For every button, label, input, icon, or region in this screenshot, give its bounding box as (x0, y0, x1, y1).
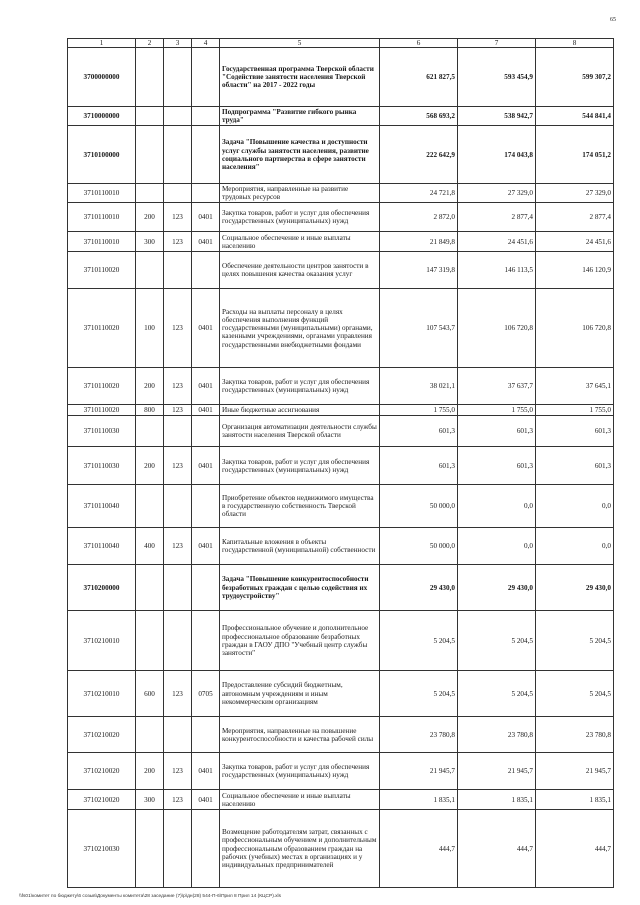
section-code-cell (192, 48, 220, 107)
amount-2020-cell: 29 430,0 (380, 565, 458, 611)
kvr-code-cell (136, 48, 164, 107)
table-row (68, 184, 614, 203)
section-code-cell: 0401 (192, 289, 220, 368)
section-code-cell: 0401 (192, 447, 220, 485)
amount-2022-cell: 5 204,5 (536, 611, 614, 671)
amount-2021-cell: 601,3 (458, 416, 536, 447)
kvr-code-cell (136, 107, 164, 126)
kcsr-code-cell: 3710210020 (68, 790, 136, 810)
kvr-code-cell: 200 (136, 203, 164, 232)
amount-2021-cell: 0,0 (458, 528, 536, 565)
column-header: 4 (192, 39, 220, 48)
column-header: 7 (458, 39, 536, 48)
amount-2022-cell: 106 720,8 (536, 289, 614, 368)
kcsr-code-cell: 3710110020 (68, 368, 136, 405)
table-row (68, 717, 614, 753)
kcsr-code-cell: 3710110020 (68, 289, 136, 368)
amount-2021-cell: 0,0 (458, 485, 536, 528)
amount-2020-cell: 24 721,8 (380, 184, 458, 203)
kcsr-code-cell: 3710210010 (68, 671, 136, 717)
section-code-cell (192, 107, 220, 126)
kvr-code-cell: 100 (136, 289, 164, 368)
amount-2021-cell: 174 043,8 (458, 126, 536, 184)
kcsr-code-cell: 3710110040 (68, 485, 136, 528)
table-header-row (68, 39, 614, 48)
section-code-cell: 0401 (192, 232, 220, 252)
description-cell: Задача "Повышение конкурентоспособности безработных граждан с целью содействия их трудоустройству" (220, 565, 380, 611)
kcsr-code-cell: 3710110010 (68, 232, 136, 252)
amount-2020-cell: 21 849,8 (380, 232, 458, 252)
description-cell: Организация автоматизации деятельности службы занятости населения Тверской области (220, 416, 380, 447)
kvr-code-cell: 600 (136, 671, 164, 717)
admin-code-cell (164, 416, 192, 447)
kvr-code-cell (136, 565, 164, 611)
amount-2021-cell: 37 637,7 (458, 368, 536, 405)
amount-2020-cell: 50 000,0 (380, 485, 458, 528)
kcsr-code-cell: 3710210010 (68, 611, 136, 671)
table-row (68, 565, 614, 611)
amount-2020-cell: 5 204,5 (380, 671, 458, 717)
column-header: 8 (536, 39, 614, 48)
section-code-cell (192, 416, 220, 447)
amount-2022-cell: 5 204,5 (536, 671, 614, 717)
amount-2020-cell: 21 945,7 (380, 753, 458, 790)
table-row (68, 611, 614, 671)
section-code-cell: 0401 (192, 790, 220, 810)
admin-code-cell (164, 611, 192, 671)
amount-2020-cell: 621 827,5 (380, 48, 458, 107)
kcsr-code-cell: 3710110020 (68, 252, 136, 289)
section-code-cell: 0401 (192, 368, 220, 405)
kcsr-code-cell: 3700000000 (68, 48, 136, 107)
admin-code-cell (164, 565, 192, 611)
table-row (68, 671, 614, 717)
table-row (68, 203, 614, 232)
amount-2021-cell: 538 942,7 (458, 107, 536, 126)
table-row (68, 289, 614, 368)
amount-2022-cell: 544 841,4 (536, 107, 614, 126)
description-cell: Иные бюджетные ассигнования (220, 405, 380, 416)
amount-2022-cell: 0,0 (536, 528, 614, 565)
table-row (68, 252, 614, 289)
amount-2022-cell: 1 835,1 (536, 790, 614, 810)
kvr-code-cell: 800 (136, 405, 164, 416)
kvr-code-cell (136, 485, 164, 528)
amount-2020-cell: 222 642,9 (380, 126, 458, 184)
column-header: 1 (68, 39, 136, 48)
amount-2021-cell: 5 204,5 (458, 611, 536, 671)
kcsr-code-cell: 3710110020 (68, 405, 136, 416)
kcsr-code-cell: 3710100000 (68, 126, 136, 184)
section-code-cell (192, 485, 220, 528)
table-row (68, 232, 614, 252)
admin-code-cell (164, 126, 192, 184)
amount-2022-cell: 1 755,0 (536, 405, 614, 416)
description-cell: Закупка товаров, работ и услуг для обеспечения государственных (муниципальных) нужд (220, 753, 380, 790)
kvr-code-cell (136, 252, 164, 289)
table-row (68, 405, 614, 416)
table-row (68, 447, 614, 485)
kcsr-code-cell: 3710110030 (68, 447, 136, 485)
description-cell: Социальное обеспечение и иные выплаты населению (220, 790, 380, 810)
column-header: 3 (164, 39, 192, 48)
amount-2020-cell: 147 319,8 (380, 252, 458, 289)
amount-2022-cell: 601,3 (536, 447, 614, 485)
admin-code-cell: 123 (164, 790, 192, 810)
description-cell: Мероприятия, направленные на повышение конкурентоспособности и качества рабочей силы (220, 717, 380, 753)
table-row (68, 368, 614, 405)
amount-2022-cell: 0,0 (536, 485, 614, 528)
kvr-code-cell: 200 (136, 753, 164, 790)
amount-2020-cell: 568 693,2 (380, 107, 458, 126)
amount-2022-cell: 174 051,2 (536, 126, 614, 184)
admin-code-cell: 123 (164, 753, 192, 790)
admin-code-cell (164, 252, 192, 289)
kvr-code-cell (136, 184, 164, 203)
amount-2021-cell: 146 113,5 (458, 252, 536, 289)
admin-code-cell (164, 810, 192, 888)
column-header: 2 (136, 39, 164, 48)
amount-2021-cell: 5 204,5 (458, 671, 536, 717)
amount-2021-cell: 444,7 (458, 810, 536, 888)
description-cell: Капитальные вложения в объекты государственной (муниципальной) собственности (220, 528, 380, 565)
kcsr-code-cell: 3710110010 (68, 184, 136, 203)
kvr-code-cell: 200 (136, 368, 164, 405)
amount-2022-cell: 601,3 (536, 416, 614, 447)
table-row (68, 810, 614, 888)
amount-2020-cell: 1 835,1 (380, 790, 458, 810)
description-cell: Мероприятия, направленные на развитие трудовых ресурсов (220, 184, 380, 203)
description-cell: Расходы на выплаты персоналу в целях обеспечения выполнения функций государственными (муниципальными) органами, казенными учреждениями, органами управления государственными внебюджетными фондами (220, 289, 380, 368)
description-cell: Задача "Повышение качества и доступности услуг службы занятости населения, развитие социального партнерства в сфере занятости населения" (220, 126, 380, 184)
admin-code-cell: 123 (164, 447, 192, 485)
amount-2020-cell: 601,3 (380, 416, 458, 447)
amount-2021-cell: 24 451,6 (458, 232, 536, 252)
amount-2022-cell: 599 307,2 (536, 48, 614, 107)
amount-2022-cell: 444,7 (536, 810, 614, 888)
description-cell: Подпрограмма "Развитие гибкого рынка труда" (220, 107, 380, 126)
amount-2020-cell: 38 021,1 (380, 368, 458, 405)
amount-2021-cell: 21 945,7 (458, 753, 536, 790)
kcsr-code-cell: 3710210020 (68, 753, 136, 790)
amount-2022-cell: 37 645,1 (536, 368, 614, 405)
kcsr-code-cell: 3710000000 (68, 107, 136, 126)
admin-code-cell: 123 (164, 203, 192, 232)
amount-2022-cell: 29 430,0 (536, 565, 614, 611)
amount-2020-cell: 444,7 (380, 810, 458, 888)
amount-2020-cell: 601,3 (380, 447, 458, 485)
table-row (68, 753, 614, 790)
admin-code-cell: 123 (164, 405, 192, 416)
description-cell: Социальное обеспечение и иные выплаты населению (220, 232, 380, 252)
column-header: 5 (220, 39, 380, 48)
amount-2021-cell: 601,3 (458, 447, 536, 485)
amount-2021-cell: 2 877,4 (458, 203, 536, 232)
section-code-cell: 0401 (192, 753, 220, 790)
admin-code-cell (164, 48, 192, 107)
section-code-cell: 0401 (192, 528, 220, 565)
section-code-cell (192, 252, 220, 289)
description-cell: Возмещение работодателям затрат, связанных с профессиональным обучением и дополнительным профессиональным образованием граждан на рабочих (учебных) местах в организациях и у индивидуальных предпринимателей (220, 810, 380, 888)
section-code-cell (192, 184, 220, 203)
table-row (68, 485, 614, 528)
admin-code-cell: 123 (164, 528, 192, 565)
kvr-code-cell: 300 (136, 790, 164, 810)
table-body (68, 39, 614, 888)
section-code-cell: 0401 (192, 203, 220, 232)
description-cell: Приобретение объектов недвижимого имущества в государственную собственность Тверской области (220, 485, 380, 528)
kcsr-code-cell: 3710110010 (68, 203, 136, 232)
admin-code-cell (164, 717, 192, 753)
kcsr-code-cell: 3710110030 (68, 416, 136, 447)
table-row (68, 790, 614, 810)
amount-2021-cell: 106 720,8 (458, 289, 536, 368)
admin-code-cell (164, 485, 192, 528)
section-code-cell (192, 126, 220, 184)
table-row (68, 107, 614, 126)
section-code-cell (192, 565, 220, 611)
amount-2021-cell: 1 835,1 (458, 790, 536, 810)
amount-2022-cell: 146 120,9 (536, 252, 614, 289)
amount-2020-cell: 107 543,7 (380, 289, 458, 368)
column-header: 6 (380, 39, 458, 48)
section-code-cell (192, 717, 220, 753)
table-row (68, 126, 614, 184)
kvr-code-cell (136, 611, 164, 671)
description-cell: Профессиональное обучение и дополнительное профессиональное образование безработных граждан в ГАОУ ДПО "Учебный центр службы занятости" (220, 611, 380, 671)
kvr-code-cell (136, 810, 164, 888)
section-code-cell: 0401 (192, 405, 220, 416)
kvr-code-cell: 400 (136, 528, 164, 565)
amount-2020-cell: 5 204,5 (380, 611, 458, 671)
amount-2020-cell: 50 000,0 (380, 528, 458, 565)
description-cell: Закупка товаров, работ и услуг для обеспечения государственных (муниципальных) нужд (220, 203, 380, 232)
section-code-cell (192, 810, 220, 888)
kcsr-code-cell: 3710200000 (68, 565, 136, 611)
kvr-code-cell (136, 416, 164, 447)
table-row (68, 48, 614, 107)
amount-2022-cell: 2 877,4 (536, 203, 614, 232)
kvr-code-cell: 300 (136, 232, 164, 252)
table-row (68, 416, 614, 447)
footer-file-path: \\fs01\комитет по бюджету\6 созыв\Документы комитета\28 заседание (7)\р\дн(28) 544-П-6\Прил 8 Прил 14 (КЦСР).xls (19, 894, 281, 899)
admin-code-cell: 123 (164, 671, 192, 717)
amount-2021-cell: 29 430,0 (458, 565, 536, 611)
amount-2021-cell: 1 755,0 (458, 405, 536, 416)
amount-2022-cell: 23 780,8 (536, 717, 614, 753)
admin-code-cell (164, 184, 192, 203)
budget-table (67, 38, 614, 888)
amount-2022-cell: 24 451,6 (536, 232, 614, 252)
description-cell: Государственная программа Тверской области "Содействие занятости населения Тверской области" на 2017 - 2022 годы (220, 48, 380, 107)
description-cell: Предоставление субсидий бюджетным, автономным учреждениям и иным некоммерческим организациям (220, 671, 380, 717)
kcsr-code-cell: 3710110040 (68, 528, 136, 565)
amount-2020-cell: 2 872,0 (380, 203, 458, 232)
table-row (68, 528, 614, 565)
admin-code-cell: 123 (164, 289, 192, 368)
kvr-code-cell (136, 126, 164, 184)
page-number: 65 (610, 17, 616, 23)
description-cell: Обеспечение деятельности центров занятости в целях повышения качества оказания услуг (220, 252, 380, 289)
section-code-cell: 0705 (192, 671, 220, 717)
amount-2021-cell: 593 454,9 (458, 48, 536, 107)
kvr-code-cell: 200 (136, 447, 164, 485)
amount-2020-cell: 23 780,8 (380, 717, 458, 753)
admin-code-cell (164, 107, 192, 126)
amount-2022-cell: 21 945,7 (536, 753, 614, 790)
admin-code-cell: 123 (164, 368, 192, 405)
section-code-cell (192, 611, 220, 671)
amount-2021-cell: 27 329,0 (458, 184, 536, 203)
amount-2022-cell: 27 329,0 (536, 184, 614, 203)
amount-2021-cell: 23 780,8 (458, 717, 536, 753)
kcsr-code-cell: 3710210030 (68, 810, 136, 888)
kcsr-code-cell: 3710210020 (68, 717, 136, 753)
description-cell: Закупка товаров, работ и услуг для обеспечения государственных (муниципальных) нужд (220, 447, 380, 485)
admin-code-cell: 123 (164, 232, 192, 252)
description-cell: Закупка товаров, работ и услуг для обеспечения государственных (муниципальных) нужд (220, 368, 380, 405)
amount-2020-cell: 1 755,0 (380, 405, 458, 416)
kvr-code-cell (136, 717, 164, 753)
